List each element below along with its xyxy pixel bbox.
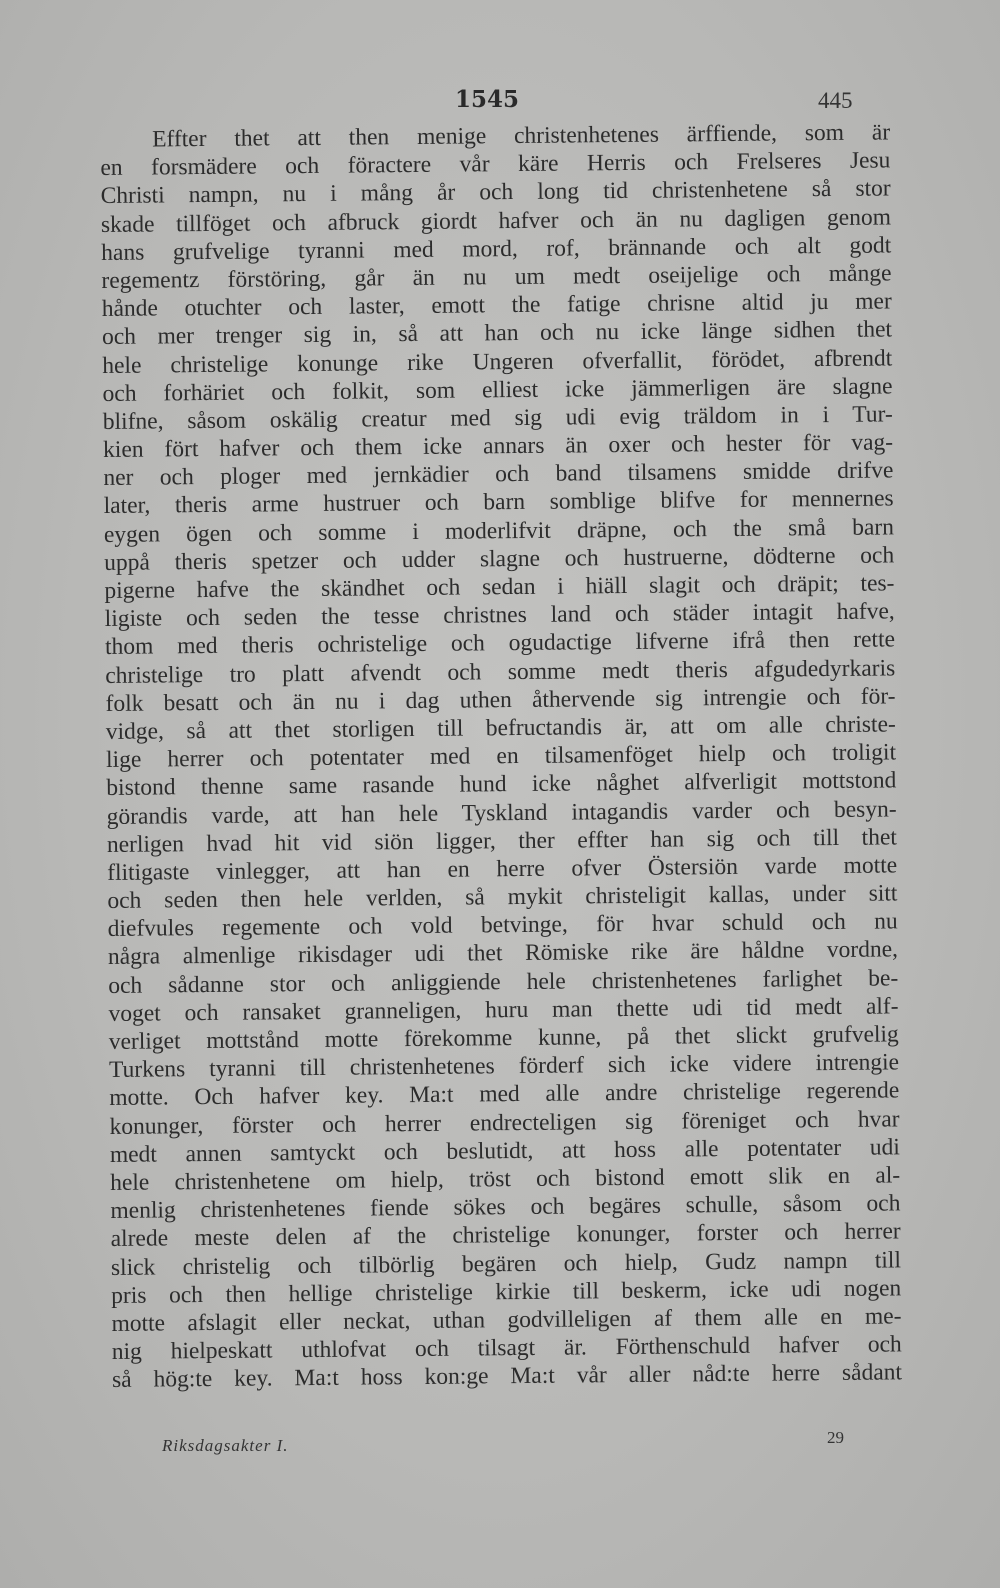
page-year: 1545 <box>455 86 520 113</box>
page-footer <box>0 1428 1000 1466</box>
text-line: voget och ransaket granneligen, huru man thette udi tid medt alf- <box>108 993 899 1027</box>
text-line: kien fört hafver och them icke annars än oxer och hester för vag- <box>102 429 894 464</box>
text-line: hånde otuchter och laster, emott the fatige chrisne altid ju mer <box>101 288 892 323</box>
text-line: motte. Och hafver key. Ma:t med alle andre christelige regerende <box>109 1077 900 1112</box>
text-line: folk besatt och än nu i dag uthen åthervende sig intrengie och för- <box>105 683 896 717</box>
text-line: flitigaste vinlegger, att han en herre ofver Östersiön varde motte <box>107 852 898 886</box>
text-line: motte afslagit eller neckat, uthan godvilleligen af them alle en me- <box>111 1303 902 1337</box>
text-line: pigerne hafve the skändhet och sedan i hiäll slagit och dräpit; tes- <box>104 570 895 604</box>
text-line: och sådanne stor och anliggiende hele christenhetenes farlighet be- <box>108 965 899 999</box>
text-line: hele christelige konunge rike Ungeren ofverfallit, förödet, afbrendt <box>102 344 893 379</box>
text-line: nig hielpeskatt uthlofvat och tilsagt är. Förthenschuld hafver och <box>111 1331 902 1366</box>
text-line: några almenlige rikisdager udi thet Römiske rike äre håldne vordne, <box>107 936 899 971</box>
text-line: och forhäriet och folkit, som elliest icke jämmerligen äre slagne <box>102 373 893 407</box>
text-line: diefvules regemente och vold betvinge, för hvar schuld och nu <box>107 908 898 943</box>
text-line: thom med theris ochristelige och ogudactige lifverne ifrå then rette <box>104 626 896 661</box>
text-line: ner och ploger med jernkädier och band tilsamens smidde drifve <box>103 457 894 492</box>
text-line: pris och then hellige christelige kirkie till beskerm, icke udi nogen <box>111 1275 902 1309</box>
text-line: görandis varde, att han hele Tyskland intagandis varder och besyn- <box>106 795 897 830</box>
body-text <box>100 118 902 1394</box>
text-line: bistond thenne same rasande hund icke någhet alfverligit mottstond <box>106 767 897 802</box>
text-line: lige herrer och potentater med en tilsamenföget hielp och troligit <box>105 739 897 774</box>
text-line: later, theris arme hustruer och barn somblige blifve for mennernes <box>103 485 894 520</box>
text-line: eygen ögen och somme i moderlifvit dräpne, och the små barn <box>103 514 895 548</box>
text-line: skade tillföget och afbruck giordt hafver och än nu dagligen genom <box>100 203 892 238</box>
text-line: slick christelig och tilbörlig begären och hielp, Gudz nampn till <box>110 1246 902 1281</box>
text-line: medt annen samtyckt och beslutidt, att hoss alle potentater udi <box>109 1134 900 1168</box>
text-line: ligiste och seden the tesse christnes land och städer intagit hafve, <box>104 598 895 633</box>
page-number: 445 <box>818 88 853 113</box>
text-line: menlig christenhetenes fiende sökes och begäres schulle, såsom och <box>110 1190 901 1225</box>
text-line: och seden then hele verlden, så mykit christeligit kallas, under sitt <box>107 880 898 915</box>
text-line: Effter thet att then menige christenhetenes ärffiende, som är <box>152 119 891 153</box>
text-line: hele christenhetene om hielp, tröst och bistond emott slik en al- <box>110 1162 901 1196</box>
text-line: blifne, såsom oskälig creatur med sig udi evig träldom in i Tur- <box>102 401 893 435</box>
text-line: så hög:te key. Ma:t hoss kon:ge Ma:t vår aller nåd:te herre sådant <box>111 1359 903 1394</box>
text-line: vidge, så att thet storligen till befructandis är, att om alle christe- <box>105 711 896 745</box>
text-line: en forsmädere och föractere vår käre Herris och Frelseres Jesu <box>100 147 891 182</box>
text-line: och mer trenger sig in, så att han och nu icke länge sidhen thet <box>101 316 893 351</box>
text-line: alrede meste delen af the christelige konunger, forster och herrer <box>110 1218 901 1253</box>
text-line: nerligen hvad hit vid siön ligger, ther effter han sig och till thet <box>106 824 897 858</box>
text-line: uppå theris spetzer och udder slagne och hustruerne, dödterne och <box>104 542 895 576</box>
text-line: verliget mottstånd motte förekomme kunne, på thet slickt grufvelig <box>108 1021 899 1055</box>
text-line: regementz förstöring, går än nu um medt oseijelige och månge <box>101 260 892 294</box>
text-line: konunger, förster och herrer endrecteligen sig föreniget och hvar <box>109 1105 900 1140</box>
printer-signature: Riksdagsakter I. <box>162 1436 289 1455</box>
text-line: Turkens tyranni till christenhetenes förderf sich icke videre intrengie <box>108 1049 900 1084</box>
text-line: christelige tro platt afvendt och somme medt theris afgudedyrkaris <box>105 654 896 689</box>
text-line: hans grufvelige tyranni med mord, rof, brännande och alt godt <box>101 232 892 266</box>
sheet-number: 29 <box>827 1428 844 1447</box>
text-line: Christi nampn, nu i mång år och long tid christenhetene så stor <box>100 175 891 210</box>
